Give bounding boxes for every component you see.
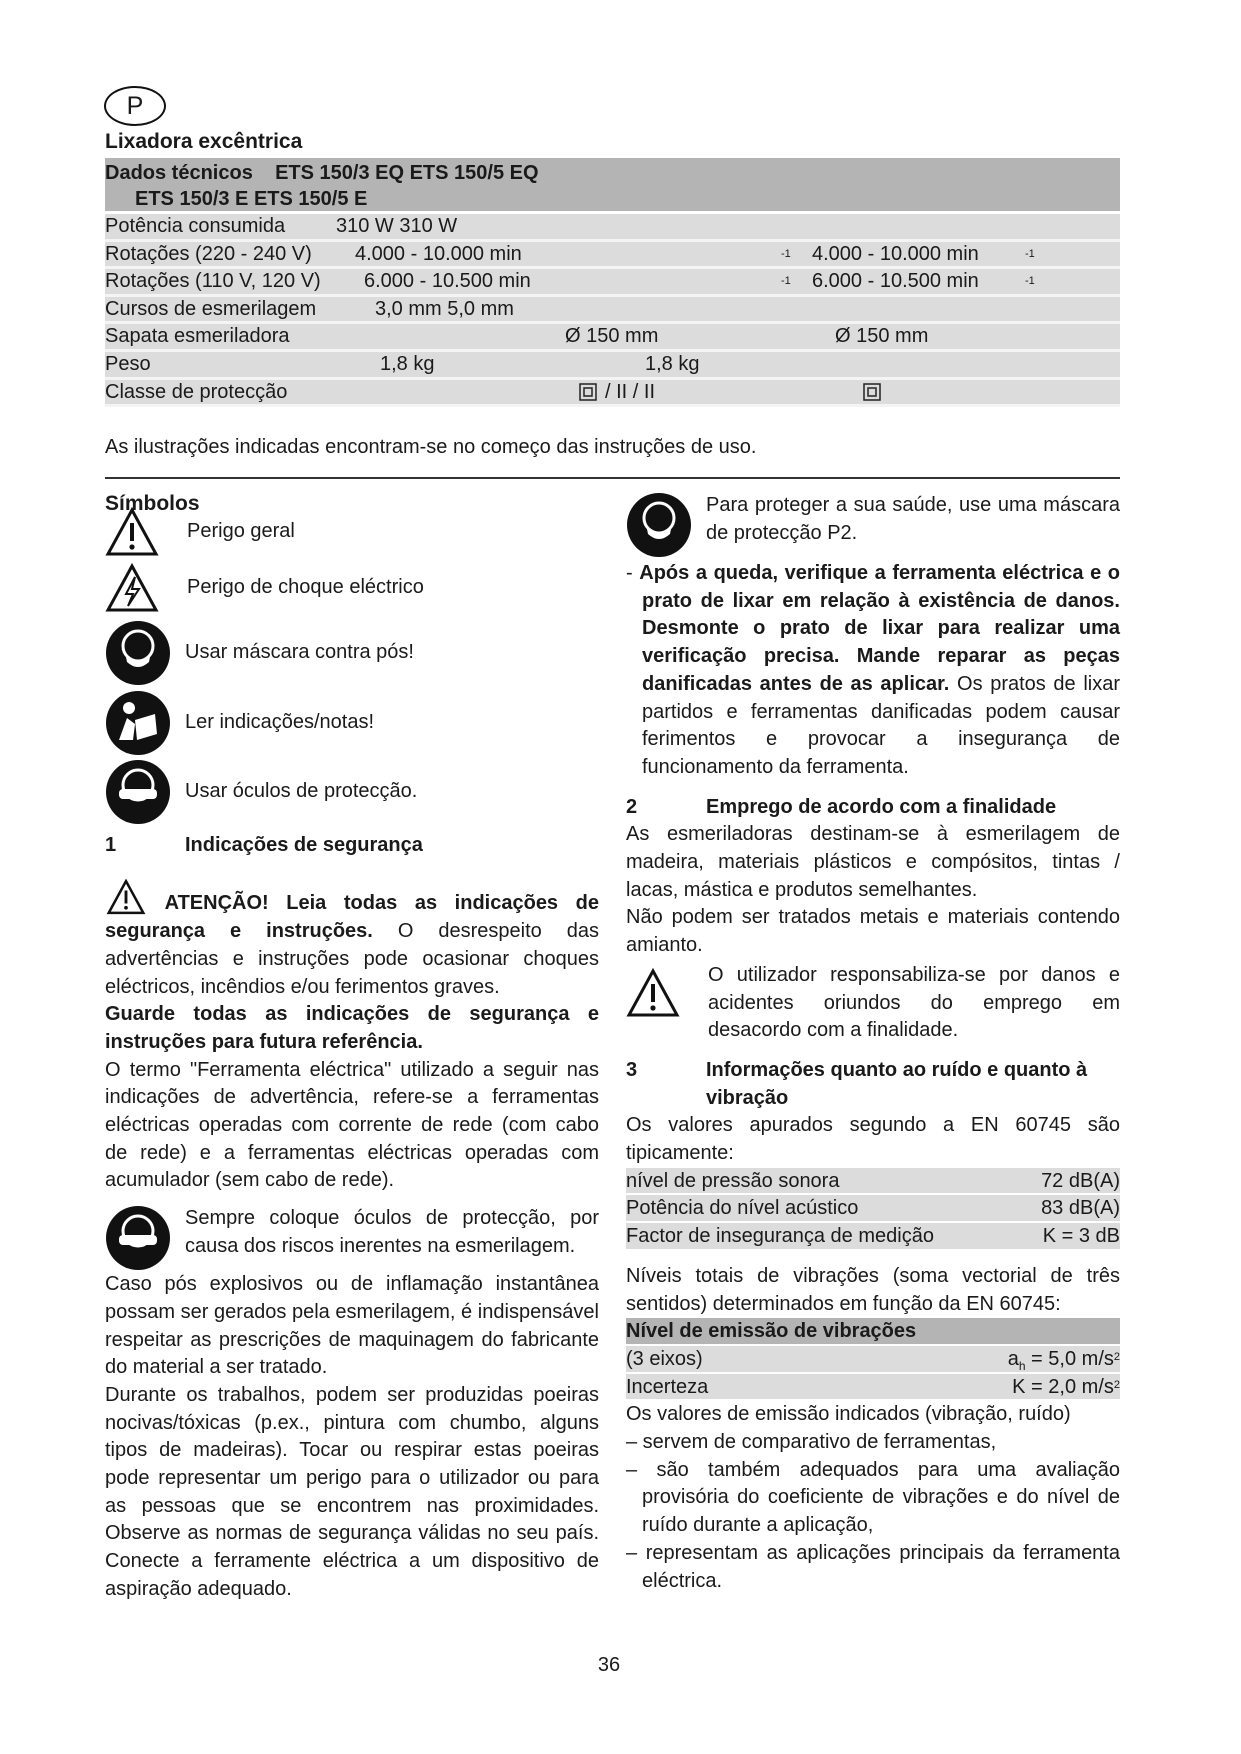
- mask-text: Para proteger a sua saúde, use uma máscara de protecção P2.: [706, 494, 1120, 544]
- spec-exponent: -1: [781, 247, 791, 260]
- section-number: 2: [626, 795, 638, 818]
- spec-label: Potência consumida: [105, 215, 286, 237]
- symbol-label: Perigo de choque eléctrico: [187, 575, 424, 598]
- symbols-heading: Símbolos: [105, 492, 200, 515]
- spec-label: Sapata esmeriladora: [105, 325, 290, 348]
- symbol-label: Perigo geral: [187, 519, 295, 542]
- spec-models-2: ETS 150/3 E ETS 150/5 E: [135, 188, 368, 210]
- goggles-icon: [105, 759, 171, 825]
- page-title: Lixadora excêntrica: [105, 130, 303, 153]
- row-value: 83 dB(A): [1041, 1197, 1120, 1220]
- attention-text: O desrespeito das advertências e instruções pode ocasionar choques eléctricos, incêndios e/ou ferimentos graves.: [105, 920, 599, 998]
- row-value: K = 3 dB: [1042, 1225, 1120, 1248]
- spec-label: Rotações (110 V, 120 V): [105, 270, 321, 293]
- row-value: 72 dB(A): [1041, 1169, 1120, 1192]
- warning-icon: [105, 879, 147, 915]
- spec-label: Classe de protecção: [105, 380, 288, 403]
- symbol-label: Usar óculos de protecção.: [185, 779, 418, 802]
- spec-value-1: Ø 150 mm: [565, 325, 659, 348]
- dust-mask-icon: [626, 492, 692, 558]
- value: = 5,0 m/s: [1025, 1347, 1114, 1370]
- spec-row: [105, 324, 1120, 352]
- misuse-warning: [626, 962, 1120, 1045]
- illustration-note: As ilustrações indicadas encontram-se no começo das instruções de uso.: [105, 436, 757, 458]
- paragraph: Não podem ser tratados metais e materiais contendo amianto.: [626, 906, 1120, 957]
- spec-value-1: 1,8 kg: [380, 352, 435, 375]
- misuse-text: O utilizador responsabiliza-se por danos e acidentes oriundos do emprego em desacordo com a finalidade.: [708, 963, 1120, 1042]
- vibration-row: [626, 1374, 1120, 1402]
- symbol-read-manual: [105, 688, 599, 758]
- spec-row: [105, 352, 1120, 380]
- section-title: Indicações de segurança: [185, 833, 423, 856]
- read-manual-icon: [105, 690, 171, 756]
- spec-value-2: 6.000 - 10.500 min: [812, 270, 979, 293]
- symbol-label: Ler indicações/notas!: [185, 710, 375, 733]
- spec-value-1: 310 W 310 W: [336, 215, 458, 237]
- symbol-sub: h: [1018, 1358, 1026, 1373]
- section-title: Emprego de acordo com a finalidade: [706, 795, 1057, 818]
- dust-mask-icon: [105, 620, 171, 686]
- spec-table: [105, 158, 1120, 407]
- spec-models-1: ETS 150/3 EQ ETS 150/5 EQ: [275, 162, 539, 184]
- vibration-header: Nível de emissão de vibrações: [626, 1318, 1120, 1346]
- noise-row: [626, 1195, 1120, 1223]
- protection-class-ii-icon: [863, 383, 881, 408]
- spec-exponent: -1: [1025, 275, 1035, 288]
- spec-row: [105, 380, 1120, 408]
- row-value: [1008, 1346, 1120, 1372]
- spec-row: [105, 214, 1120, 242]
- section-1-heading: [105, 832, 599, 860]
- goggles-text: Sempre coloque óculos de protecção, por causa dos riscos inerentes na esmerilagem.: [185, 1207, 599, 1257]
- symbol-electric-shock: [105, 558, 599, 618]
- row-label: Potência do nível acústico: [626, 1197, 859, 1220]
- goggles-icon: [105, 1205, 171, 1271]
- spec-value-1: 4.000 - 10.000 min: [355, 242, 522, 265]
- paragraph: Durante os trabalhos, podem ser produzidas poeiras nocivas/tóxicas (p.ex., pintura com chumbo, alguns tipos de madeiras). Tocar ou respirar estas poeiras pode representar um perigo para o utilizador ou para as pessoas que se encontrem nas proximidades. Observe as normas de segurança válidas no seu país. Conecte a ferramente eléctrica a um dispositivo de aspiração adequado.: [105, 1383, 599, 1600]
- paragraph: Os valores de emissão indicados (vibração, ruído): [626, 1403, 1071, 1426]
- symbol-a: a: [1007, 1347, 1019, 1370]
- drop-text: Os pratos de lixar partidos e ferramentas danificadas podem causar ferimentos e provocar a insegurança de funcionamento da ferramenta.: [642, 672, 1120, 778]
- spec-value-2: 4.000 - 10.000 min: [812, 242, 979, 265]
- spec-label: Rotações (220 - 240 V): [105, 242, 312, 265]
- row-label: Factor de insegurança de medição: [626, 1225, 934, 1248]
- attention-paragraph: [105, 879, 599, 1001]
- symbol-label: Usar máscara contra pós!: [185, 640, 414, 663]
- spec-value-1: 6.000 - 10.500 min: [364, 270, 531, 293]
- warning-icon: [105, 507, 159, 557]
- vibration-table: [626, 1318, 1120, 1401]
- section-title: Informações quanto ao ruído e quanto à vibração: [706, 1058, 1088, 1109]
- spec-header: [105, 158, 1120, 214]
- divider: [105, 477, 1120, 479]
- noise-table: [626, 1168, 1120, 1251]
- spec-value-2: 1,8 kg: [645, 352, 700, 375]
- keep-instructions: Guarde todas as indicações de segurança e instruções para futura referência.: [105, 1003, 599, 1053]
- paragraph: Os valores apurados segundo a EN 60745 são tipicamente:: [626, 1114, 1120, 1165]
- paragraph: Caso pós explosivos ou de inflamação instantânea possam ser gerados pela esmerilagem, é indispensável respeitar as prescrições de maquinagem do fabricante do material a ser tratado.: [105, 1273, 599, 1379]
- spec-header-label: Dados técnicos: [105, 162, 253, 184]
- page-number: 36: [597, 1654, 621, 1676]
- spec-row: [105, 242, 1120, 270]
- bullet-item: – representam as aplicações principais da ferramenta eléctrica.: [626, 1541, 1120, 1592]
- bullet-item: – são também adequados para uma avaliação provisória do coeficiente de vibrações e do nível de ruído durante a aplicação,: [626, 1458, 1120, 1537]
- language-badge: P: [104, 86, 166, 126]
- spec-exponent: -1: [1025, 247, 1035, 260]
- left-column: [105, 490, 599, 1604]
- attention-bold: ATENÇÃO! Leia todas as indicações de segurança e instruções.: [105, 892, 600, 943]
- symbol-dust-mask: [105, 618, 599, 688]
- warning-icon: [626, 968, 680, 1018]
- row-value: [1012, 1374, 1120, 1400]
- paragraph: As esmeriladoras destinam-se à esmerilagem de madeira, materiais plásticos e compósitos, tintas / lacas, mástica e produtos semelhantes.: [626, 823, 1120, 901]
- row-label: nível de pressão sonora: [626, 1169, 840, 1192]
- spec-row: [105, 269, 1120, 297]
- section-number: 1: [105, 833, 117, 856]
- electric-shock-icon: [105, 563, 159, 613]
- protection-class-ii-icon: [579, 383, 597, 408]
- spec-row: [105, 297, 1120, 325]
- paragraph: O termo "Ferramenta eléctrica" utilizado a seguir nas indicações de advertência, refere-se a ferramentas eléctricas operadas com corrente de rede (com cabo de rede) e a ferramentas eléctricas operadas com acumulador (sem cabo de rede).: [105, 1058, 599, 1192]
- vibration-row: [626, 1346, 1120, 1374]
- goggles-paragraph: [105, 1205, 599, 1271]
- exponent: 2: [1113, 1350, 1120, 1363]
- drop-bold: Após a queda, verifique a ferramenta eléctrica e o prato de lixar em relação à existência de danos. Desmonte o prato de lixar para realizar uma verificação precisa. Mande reparar as peças danificadas antes de as aplicar.: [639, 562, 1121, 695]
- spec-value-1: 3,0 mm 5,0 mm: [375, 297, 514, 320]
- spec-value-1: / II / II: [605, 380, 656, 403]
- spec-label: Peso: [105, 352, 151, 375]
- symbol-goggles: [105, 758, 599, 826]
- section-number: 3: [626, 1058, 638, 1081]
- value: K = 2,0 m/s: [1012, 1375, 1114, 1398]
- row-label: (3 eixos): [626, 1347, 703, 1370]
- drop-paragraph: - Após a queda, verifique a ferramenta eléctrica e o prato de lixar em relação à existência de danos. Desmonte o prato de lixar para realizar uma verificação precisa. Mande reparar as peças danificadas antes de as aplicar. Os pratos de lixar partidos e ferramentas danificadas podem causar ferimentos e provocar a insegurança de funcionamento da ferramenta.: [626, 562, 1121, 778]
- spec-value-2: Ø 150 mm: [835, 325, 929, 348]
- noise-row: [626, 1168, 1120, 1196]
- bullet-item: – servem de comparativo de ferramentas,: [626, 1431, 997, 1453]
- row-label: Incerteza: [626, 1375, 709, 1398]
- noise-row: [626, 1223, 1120, 1251]
- section-2-heading: [626, 794, 1120, 822]
- right-column: [626, 492, 1120, 1595]
- section-3-heading: [626, 1057, 1120, 1112]
- paragraph: Níveis totais de vibrações (soma vectorial de três sentidos) determinados em função da EN 60745:: [626, 1264, 1120, 1315]
- exponent: 2: [1113, 1378, 1120, 1391]
- mask-paragraph: [626, 492, 1120, 558]
- spec-label: Cursos de esmerilagem: [105, 297, 317, 320]
- spec-exponent: -1: [781, 275, 791, 288]
